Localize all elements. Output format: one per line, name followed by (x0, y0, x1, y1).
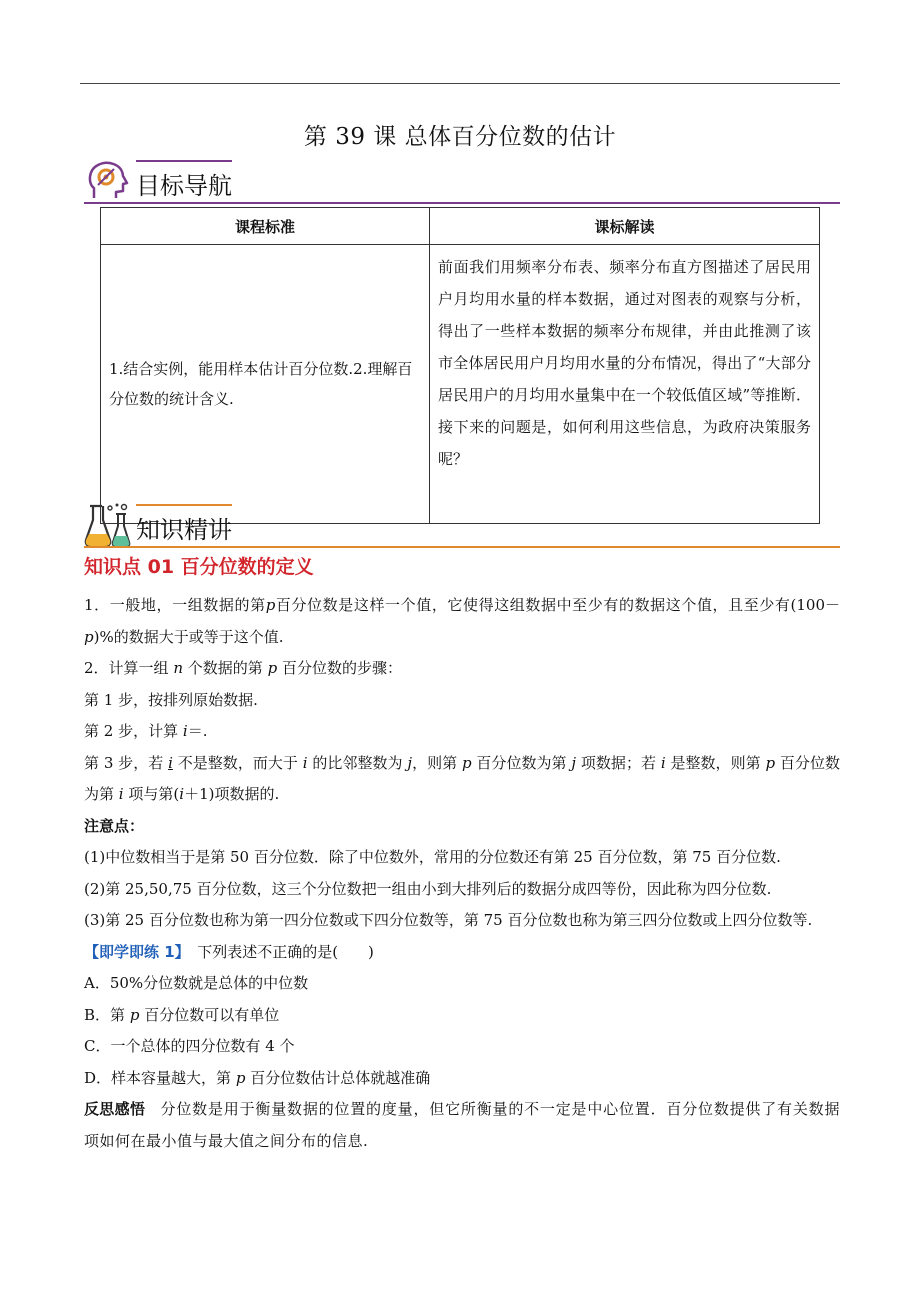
note-1: (1)中位数相当于是第 50 百分位数．除了中位数外，常用的分位数还有第 25 百分位数，第 75 百分位数. (84, 848, 781, 866)
section-label: 知识精讲 (136, 516, 232, 544)
practice-question: 【即学即练 1】 下列表述不正确的是( ) (84, 942, 374, 961)
knowledge-content (84, 590, 840, 1157)
option-d: D．样本容量越大，第 p 百分位数估计总体就越准确 (84, 1068, 431, 1087)
note-2: (2)第 25,50,75 百分位数，这三个分位数把一组由小到大排列后的数据分成四等份，因此称为四分位数. (84, 879, 772, 898)
note-3: (3)第 25 百分位数也称为第一四分位数或下四分位数等，第 75 百分位数也称为第三四分位数或上四分位数等. (84, 911, 813, 929)
step-2: 第 2 步，计算 i＝. (84, 722, 208, 740)
table-header-interpretation: 课标解读 (430, 208, 820, 245)
option-c: C．一个总体的四分位数有 4 个 (84, 1037, 295, 1055)
flask-icon (84, 502, 132, 548)
section-rule (84, 546, 840, 548)
table-header-standard: 课程标准 (101, 208, 430, 245)
reflection-text: 分位数是用于衡量数据的位置的度量，但它所衡量的不一定是中心位置．百分位数提供了有关数据项如何在最小值与最大值之间分布的信息. (84, 1100, 840, 1150)
section-accent-bar (136, 160, 232, 162)
definition-paragraph: 1．一般地，一组数据的第p百分位数是这样一个值，它使得这组数据中至少有的数据这个值，且至少有(100－p)%的数据大于或等于这个值. (84, 596, 840, 646)
goal-section-header (84, 158, 840, 204)
steps-intro: 2．计算一组 n 个数据的第 p 百分位数的步骤： (84, 659, 402, 677)
reflection-label: 反思感悟 (84, 1100, 146, 1118)
curriculum-table (100, 207, 820, 524)
table-row (101, 245, 820, 524)
step-3: 第 3 步，若 i 不是整数，而大于 i 的比邻整数为 j，则第 p 百分位数为第 j 项数据；若 i 是整数，则第 p 百分位数为第 i 项与第(i＋1)项数据的. (84, 753, 840, 803)
knowledge-section-header (84, 502, 840, 548)
option-a: A．50%分位数就是总体的中位数 (84, 974, 309, 992)
table-cell-interpretation: 前面我们用频率分布表、频率分布直方图描述了居民用户月均用水量的样本数据，通过对图表的观察与分析，得出了一些样本数据的频率分布规律，并由此推测了该市全体居民用户月均用水量的分布情况，得出了“大部分居民用户的月均用水量集中在一个较低值区域”等推断．接下来的问题是，如何利用这些信息，为政府决策服务呢？ (430, 245, 820, 524)
section-rule (84, 202, 840, 204)
knowledge-point-title: 知识点 01 百分位数的定义 (84, 556, 314, 578)
section-label: 目标导航 (136, 172, 232, 200)
option-b: B．第 p 百分位数可以有单位 (84, 1005, 280, 1024)
table-header-row (101, 208, 820, 245)
reflection (84, 1094, 840, 1157)
section-accent-bar (136, 504, 232, 506)
header-rule (80, 83, 840, 84)
notes-label: 注意点： (84, 816, 145, 835)
head-gear-icon (84, 158, 132, 204)
practice-label: 【即学即练 1】 (84, 942, 183, 961)
table-cell-standard: 1.结合实例，能用样本估计百分位数.2.理解百分位数的统计含义. (101, 245, 430, 524)
step-1: 第 1 步，按排列原始数据. (84, 690, 258, 709)
page-title: 第 39 课 总体百分位数的估计 (303, 124, 617, 150)
